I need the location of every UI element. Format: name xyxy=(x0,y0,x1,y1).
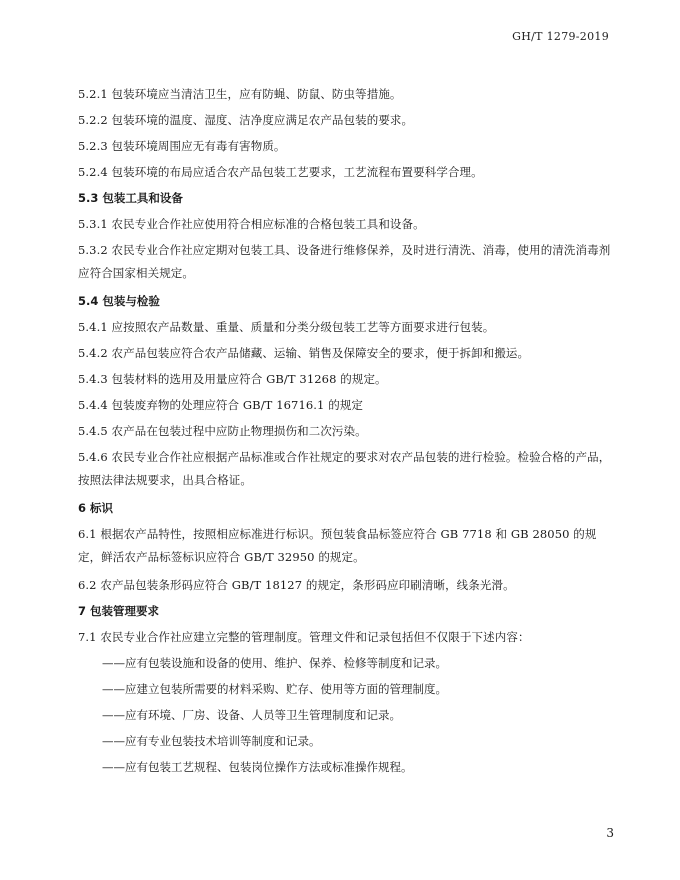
section-heading-5-4: 5.4 包装与检验 xyxy=(78,294,160,308)
clause-5-4-1: 5.4.1 应按照农产品数量、重量、质量和分类分级包装工艺等方面要求进行包装。 xyxy=(78,320,495,334)
list-item: ——应建立包装所需要的材料采购、贮存、使用等方面的管理制度。 xyxy=(102,682,447,696)
clause-6-1: 6.1 根据农产品特性，按照相应标准进行标识。预包装食品标签应符合 GB 7718 和 GB 28050 的规定，鲜活农产品标签标识应符合 GB/T 32950 的规定。 xyxy=(78,527,597,564)
clause-6-2: 6.2 农产品包装条形码应符合 GB/T 18127 的规定，条形码应印刷清晰，线条光滑。 xyxy=(78,578,515,592)
section-heading-5-3: 5.3 包装工具和设备 xyxy=(78,191,183,205)
document-body xyxy=(78,83,618,782)
clause-5-2-2: 5.2.2 包装环境的温度、湿度、洁净度应满足农产品包装的要求。 xyxy=(78,113,414,127)
requirements-list xyxy=(78,652,618,779)
section-heading-6: 6 标识 xyxy=(78,501,114,515)
page-number: 3 xyxy=(606,826,614,840)
list-item: ——应有专业包装技术培训等制度和记录。 xyxy=(102,734,321,748)
clause-5-4-2: 5.4.2 农产品包装应符合农产品储藏、运输、销售及保障安全的要求，便于拆卸和搬运。 xyxy=(78,346,530,360)
list-item: ——应有环境、厂房、设备、人员等卫生管理制度和记录。 xyxy=(102,708,401,722)
clause-5-4-3: 5.4.3 包装材料的选用及用量应符合 GB/T 31268 的规定。 xyxy=(78,372,387,386)
clause-5-2-3: 5.2.3 包装环境周围应无有毒有害物质。 xyxy=(78,139,286,153)
clause-5-4-4: 5.4.4 包装废弃物的处理应符合 GB/T 16716.1 的规定 xyxy=(78,398,364,412)
section-heading-7: 7 包装管理要求 xyxy=(78,604,160,618)
clause-5-4-5: 5.4.5 农产品在包装过程中应防止物理损伤和二次污染。 xyxy=(78,424,367,438)
clause-5-2-1: 5.2.1 包装环境应当清洁卫生，应有防蝇、防鼠、防虫等措施。 xyxy=(78,87,402,101)
list-item: ——应有包装设施和设备的使用、维护、保养、检修等制度和记录。 xyxy=(102,656,447,670)
standard-code: GH/T 1279-2019 xyxy=(512,30,609,43)
clause-5-3-1: 5.3.1 农民专业合作社应使用符合相应标准的合格包装工具和设备。 xyxy=(78,217,425,231)
clause-5-3-2: 5.3.2 农民专业合作社应定期对包装工具、设备进行维修保养，及时进行清洗、消毒，使用的清洗消毒剂应符合国家相关规定。 xyxy=(78,243,611,280)
clause-5-4-6: 5.4.6 农民专业合作社应根据产品标准或合作社规定的要求对农产品包装的进行检验。检验合格的产品，按照法律法规要求，出具合格证。 xyxy=(78,450,611,487)
list-item: ——应有包装工艺规程、包装岗位操作方法或标准操作规程。 xyxy=(102,760,413,774)
clause-5-2-4: 5.2.4 包装环境的布局应适合农产品包装工艺要求，工艺流程布置要科学合理。 xyxy=(78,165,483,179)
clause-7-1: 7.1 农民专业合作社应建立完整的管理制度。管理文件和记录包括但不仅限于下述内容： xyxy=(78,630,530,644)
